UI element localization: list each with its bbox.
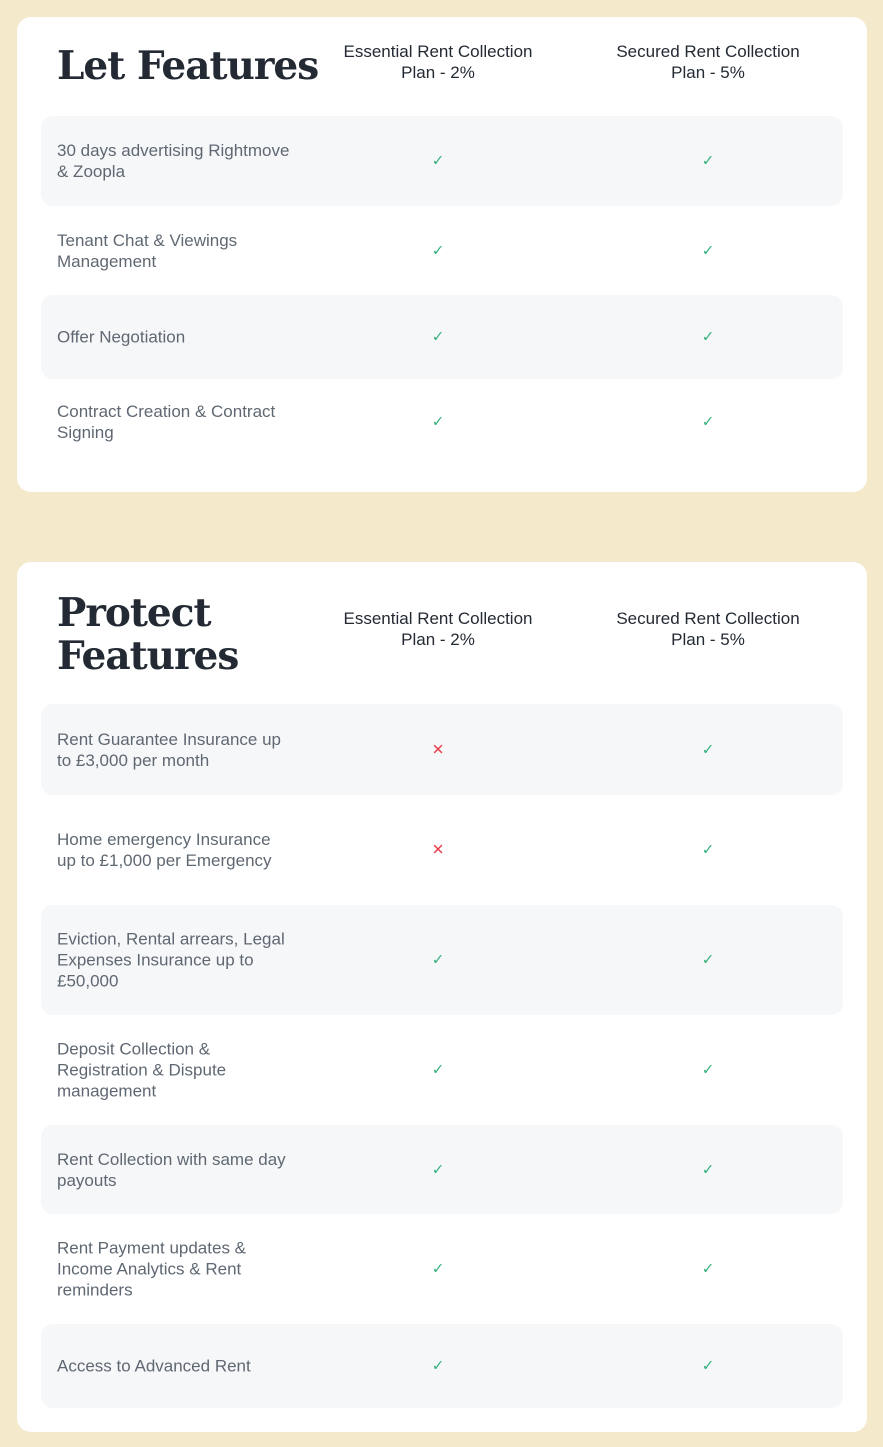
secured-plan-header: [583, 608, 833, 650]
essential-check-icon: ✓: [431, 327, 445, 346]
feature-label: Rent Payment updates & Income Analytics & Rent reminders: [57, 1238, 247, 1300]
feature-row: [41, 905, 843, 1015]
secured-check-icon: ✓: [701, 151, 715, 170]
essential-plan-header: [313, 41, 563, 83]
protect-features-rows: [41, 704, 843, 1408]
secured-check-icon: ✓: [701, 840, 715, 859]
essential-check-icon: ✓: [431, 241, 445, 259]
secured-check-icon: ✓: [701, 327, 715, 346]
essential-plan-header: [313, 608, 563, 650]
feature-row: [41, 1125, 843, 1214]
essential-cross-icon: ✕: [431, 740, 445, 758]
feature-label: Deposit Collection & Registration & Dispute management: [57, 1039, 227, 1101]
secured-plan-name: Secured Rent Collection: [616, 609, 800, 628]
protect-features-title: Protect Features: [57, 590, 239, 679]
essential-plan-name: Essential Rent Collection: [343, 609, 533, 628]
feature-row: [41, 295, 843, 379]
feature-row: [41, 1214, 843, 1324]
feature-label: Offer Negotiation: [57, 327, 186, 347]
secured-check-icon: ✓: [701, 1259, 715, 1278]
feature-row: [41, 1324, 843, 1408]
essential-check-icon: ✓: [431, 950, 445, 969]
secured-check-icon: ✓: [701, 241, 715, 259]
essential-check-icon: ✓: [431, 1259, 445, 1278]
secured-check-icon: ✓: [701, 1356, 715, 1375]
essential-check-icon: ✓: [431, 151, 445, 170]
feature-label: Contract Creation & Contract Signing: [57, 401, 276, 442]
secured-check-icon: ✓: [701, 1060, 715, 1079]
protect-features-card: [17, 562, 867, 1432]
feature-row: [41, 379, 843, 464]
essential-plan-rate: Plan - 2%: [401, 63, 475, 82]
secured-plan-header: [583, 41, 833, 83]
essential-check-icon: ✓: [431, 412, 445, 430]
essential-check-icon: ✓: [431, 1356, 445, 1375]
feature-row: [41, 1015, 843, 1125]
let-features-rows: [41, 116, 843, 464]
let-features-card: [17, 17, 867, 492]
feature-label: Rent Collection with same day payouts: [57, 1149, 286, 1190]
feature-label: Home emergency Insurance up to £1,000 per Emergency: [57, 830, 272, 870]
secured-check-icon: ✓: [701, 412, 715, 430]
feature-row: [41, 704, 843, 795]
secured-plan-rate: Plan - 5%: [671, 63, 745, 82]
feature-label: Eviction, Rental arrears, Legal Expenses Insurance up to £50,000: [57, 929, 285, 991]
essential-check-icon: ✓: [431, 1060, 445, 1079]
feature-label: 30 days advertising Rightmove & Zoopla: [57, 141, 290, 181]
secured-check-icon: ✓: [701, 950, 715, 969]
feature-row: [41, 116, 843, 206]
essential-plan-name: Essential Rent Collection: [343, 42, 533, 61]
essential-cross-icon: ✕: [431, 840, 445, 859]
secured-plan-name: Secured Rent Collection: [616, 42, 800, 61]
feature-label: Tenant Chat & Viewings Management: [57, 230, 238, 271]
feature-label: Access to Advanced Rent: [57, 1356, 251, 1376]
secured-check-icon: ✓: [701, 740, 715, 758]
secured-check-icon: ✓: [701, 1160, 715, 1178]
essential-check-icon: ✓: [431, 1160, 445, 1178]
feature-row: [41, 206, 843, 295]
secured-plan-rate: Plan - 5%: [671, 630, 745, 649]
essential-plan-rate: Plan - 2%: [401, 630, 475, 649]
feature-label: Rent Guarantee Insurance up to £3,000 per month: [57, 729, 281, 770]
feature-row: [41, 795, 843, 905]
let-features-title: Let Features: [57, 43, 319, 89]
